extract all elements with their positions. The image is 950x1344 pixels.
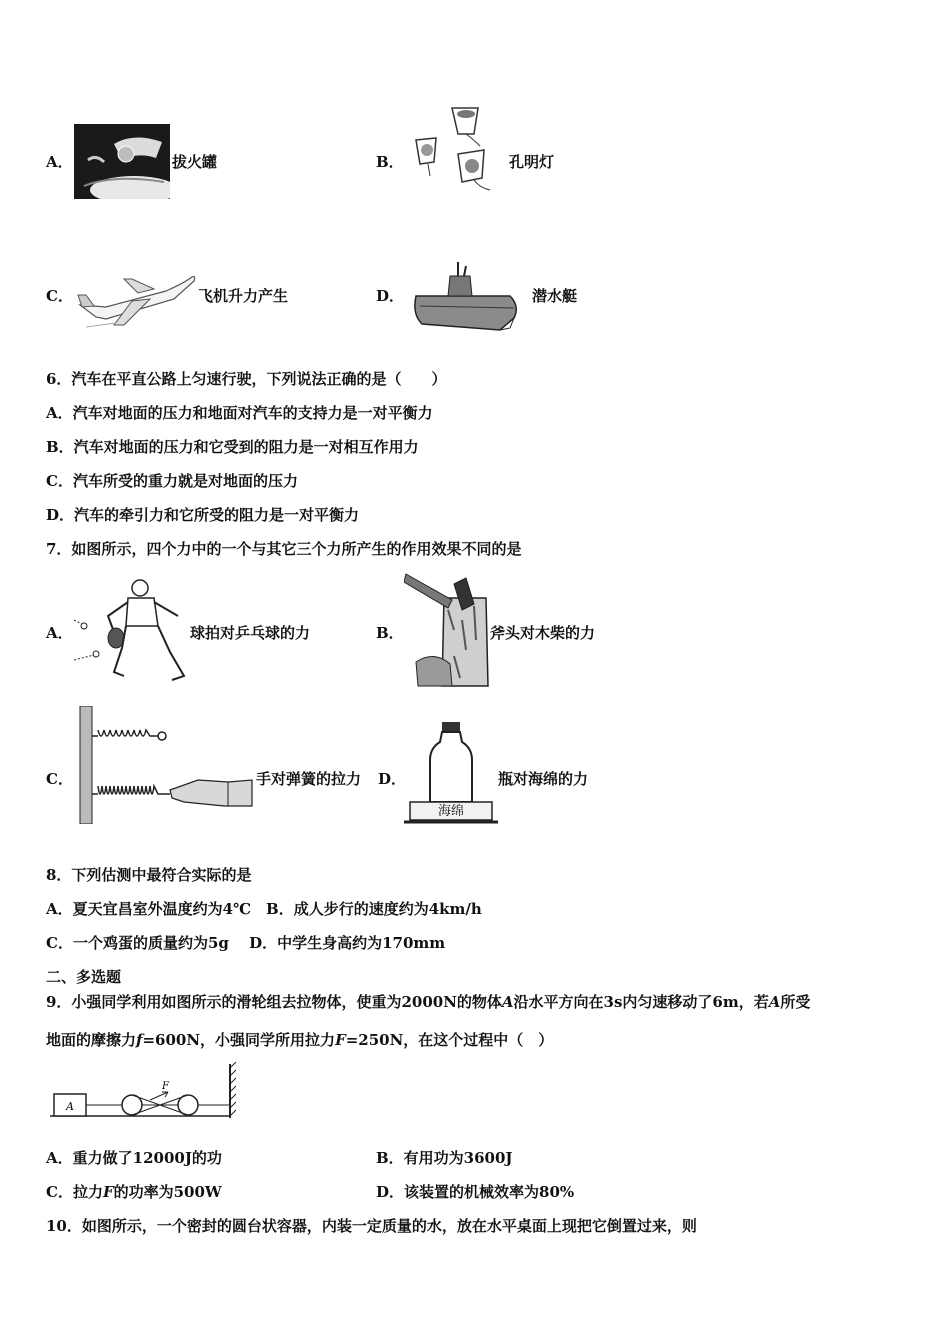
q5-option-b-caption: 孔明灯 [509,153,555,171]
q7-option-a-letter: A． [46,624,73,642]
pulley-block-label: A [66,1100,74,1113]
q7-option-a-caption: 球拍对乒乓球的力 [190,624,311,642]
q8-stem: 8．下列估测中最符合实际的是 [46,866,252,884]
q6-option-c: C．汽车所受的重力就是对地面的压力 [46,472,298,490]
q9-option-a: A．重力做了12000J的功 [46,1149,222,1167]
q6-option-b: B．汽车对地面的压力和它受到的阻力是一对相互作用力 [46,438,419,456]
airplane-image [76,265,198,337]
q9-option-c: C．拉力F的功率为500W [46,1183,222,1201]
q9-option-b: B．有用功为3600J [376,1149,513,1167]
q6-option-a: A．汽车对地面的压力和地面对汽车的支持力是一对平衡力 [46,404,433,422]
pulley-force-label: F [162,1081,169,1092]
q5-option-a-letter: A． [46,153,73,171]
q9-stem-line2: 地面的摩擦力f=600N，小强同学所用拉力F=250N，在这个过程中（ ） [46,1031,554,1049]
q7-stem: 7．如图所示，四个力中的一个与其它三个力所产生的作用效果不同的是 [46,540,522,558]
axe-wood-image [404,570,490,688]
bottle-sponge-image [404,720,498,826]
q7-option-c-caption: 手对弹簧的拉力 [256,770,362,788]
q7-option-b-caption: 斧头对木柴的力 [490,624,596,642]
q8-options-line2: C．一个鸡蛋的质量约为5g D．中学生身高约为170mm [46,934,446,952]
sponge-label: 海绵 [437,804,465,819]
cupping-image [74,124,170,199]
q5-option-c-letter: C． [46,287,73,305]
table-tennis-image [74,576,190,686]
section-heading-multiple-choice: 二、多选题 [46,968,122,986]
q7-option-b-letter: B． [376,624,404,642]
q7-option-c-letter: C． [46,770,73,788]
q6-stem: 6．汽车在平直公路上匀速行驶，下列说法正确的是（ ） [46,370,447,388]
q5-option-d-letter: D． [376,287,405,305]
q5-option-b-letter: B． [376,153,404,171]
q10-stem: 10．如图所示，一个密封的圆台状容器，内装一定质量的水，放在水平桌面上现把它倒置过来，则 [46,1217,697,1235]
q9-option-d: D．该装置的机械效率为80% [376,1183,575,1201]
sky-lantern-image [410,104,500,196]
pulley-diagram [50,1062,236,1122]
spring-hand-image [78,706,254,824]
q5-option-d-caption: 潜水艇 [532,287,578,305]
q7-option-d-letter: D． [378,770,407,788]
submarine-image [410,258,522,334]
q6-option-d: D．汽车的牵引力和它所受的阻力是一对平衡力 [46,506,360,524]
q8-options-line1: A．夏天宜昌室外温度约为4℃ B．成人步行的速度约为4km/h [46,900,482,918]
q7-option-d-caption: 瓶对海绵的力 [498,770,589,788]
q5-option-c-caption: 飞机升力产生 [198,287,289,305]
q5-option-a-caption: 拔火罐 [172,153,218,171]
q9-stem-line1: 9．小强同学利用如图所示的滑轮组去拉物体，使重为2000N的物体A沿水平方向在3s内匀速移动了6m，若A所受 [46,993,811,1011]
